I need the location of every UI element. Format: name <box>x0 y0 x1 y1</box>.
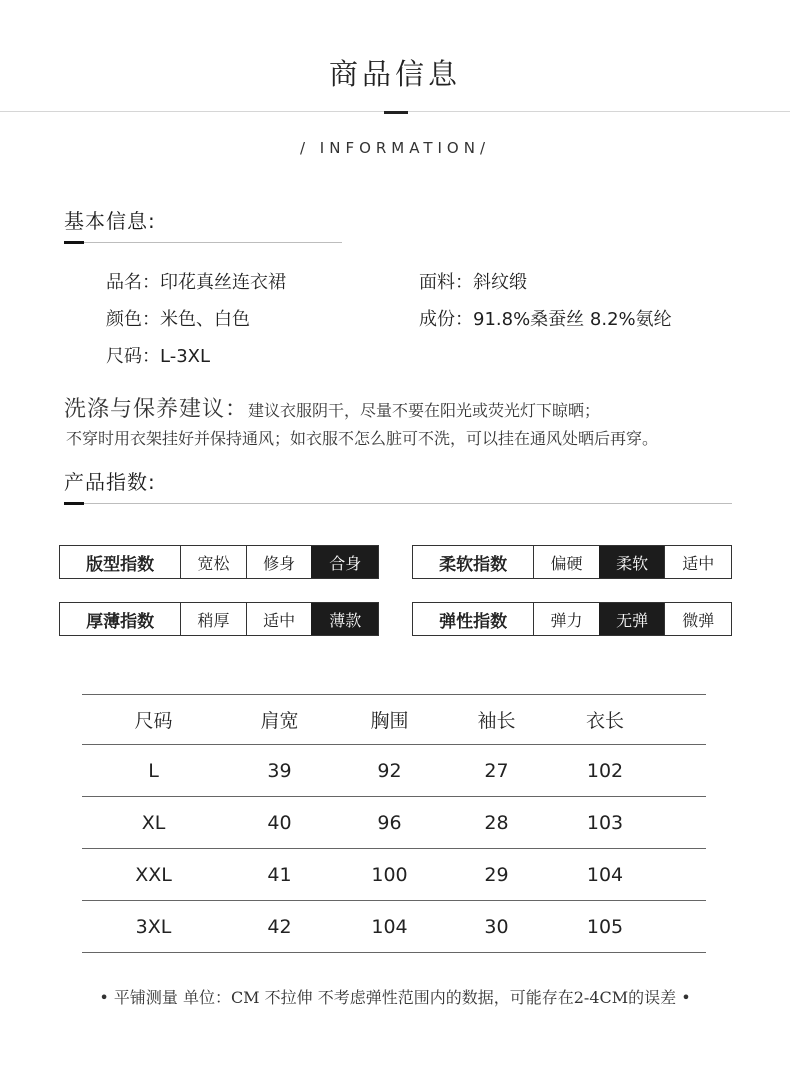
softness-option-stiff: 偏硬 <box>533 546 599 578</box>
care-advice-line-2: 不穿时用衣架挂好并保持通风；如衣服不怎么脏可不洗，可以挂在通风处晒后再穿。 <box>66 429 659 448</box>
softness-index-label: 柔软指数 <box>439 554 508 575</box>
table-row <box>82 849 706 901</box>
fit-index-label: 版型指数 <box>86 554 155 575</box>
product-name-label: 品名： <box>106 272 160 293</box>
cell-chest: 92 <box>377 759 402 782</box>
header-spacer <box>662 695 706 745</box>
color-label: 颜色： <box>106 309 160 330</box>
cell-sleeve: 28 <box>484 811 509 834</box>
size-table <box>82 694 706 953</box>
cell-chest: 104 <box>371 915 408 938</box>
size-range-row <box>106 342 210 368</box>
header-chest: 胸围 <box>370 710 409 732</box>
cell-size: L <box>148 759 159 782</box>
care-advice-line-1 <box>64 392 600 423</box>
indices-divider <box>64 503 732 504</box>
thickness-index-label: 厚薄指数 <box>86 611 155 632</box>
cell-chest: 96 <box>377 811 402 834</box>
elasticity-index-label: 弹性指数 <box>439 611 508 632</box>
basic-info-dash <box>64 241 84 244</box>
softness-option-medium: 适中 <box>664 546 731 578</box>
header-shoulder: 肩宽 <box>260 710 299 732</box>
table-row <box>82 745 706 797</box>
cell-shoulder: 42 <box>267 915 292 938</box>
cell-size: XL <box>141 811 166 834</box>
cell-size: XXL <box>135 863 172 886</box>
fit-option-regular: 合身 <box>311 546 378 578</box>
cell-size: 3XL <box>135 915 172 938</box>
elasticity-option-slight: 微弹 <box>664 603 731 635</box>
composition-label: 成份： <box>419 309 473 330</box>
indices-heading: 产品指数: <box>64 470 156 494</box>
elasticity-option-none: 无弹 <box>599 603 665 635</box>
measurement-note: • 平铺测量 单位：CM 不拉伸 不考虑弹性范围内的数据，可能存在2-4CM的误差 • <box>99 988 691 1007</box>
size-range-label: 尺码： <box>106 346 160 367</box>
product-name-value: 印花真丝连衣裙 <box>160 272 286 293</box>
table-row <box>82 901 706 953</box>
fit-index <box>59 545 379 579</box>
color-row <box>106 305 250 331</box>
cell-length: 103 <box>586 811 624 834</box>
cell-length: 104 <box>586 863 624 886</box>
cell-sleeve: 29 <box>484 863 509 886</box>
product-name-row <box>106 268 286 294</box>
cell-shoulder: 40 <box>267 811 292 834</box>
page-subtitle: / INFORMATION/ <box>299 139 491 157</box>
basic-info-heading: 基本信息: <box>64 209 156 233</box>
cell-chest: 100 <box>371 863 408 886</box>
size-table-header <box>82 695 706 745</box>
elasticity-index <box>412 602 732 636</box>
cell-shoulder: 41 <box>267 863 292 886</box>
table-row <box>82 797 706 849</box>
thickness-index <box>59 602 379 636</box>
softness-option-soft: 柔软 <box>599 546 665 578</box>
elasticity-option-stretch: 弹力 <box>533 603 599 635</box>
fabric-row <box>419 268 527 294</box>
title-accent-dash <box>384 111 408 114</box>
basic-info-divider <box>64 242 342 243</box>
cell-shoulder: 39 <box>267 759 292 782</box>
header-sleeve: 袖长 <box>477 710 516 732</box>
care-heading: 洗涤与保养建议： <box>64 397 249 422</box>
cell-length: 105 <box>586 915 624 938</box>
composition-row <box>419 305 672 331</box>
composition-value: 91.8%桑蚕丝 8.2%氨纶 <box>473 309 672 330</box>
cell-length: 102 <box>586 759 624 782</box>
care-text-1: 建议衣服阴干，尽量不要在阳光或荧光灯下晾晒； <box>248 401 601 420</box>
header-size: 尺码 <box>134 710 173 732</box>
color-value: 米色、白色 <box>160 309 250 330</box>
softness-index <box>412 545 732 579</box>
page-title: 商品信息 <box>328 57 461 91</box>
thickness-option-thick: 稍厚 <box>180 603 246 635</box>
fit-option-loose: 宽松 <box>180 546 246 578</box>
header-length: 衣长 <box>585 710 624 732</box>
cell-sleeve: 30 <box>484 915 509 938</box>
fabric-label: 面料： <box>419 272 473 293</box>
thickness-option-thin: 薄款 <box>311 603 378 635</box>
fabric-value: 斜纹缎 <box>473 272 527 293</box>
thickness-option-medium: 适中 <box>246 603 312 635</box>
fit-option-slim: 修身 <box>246 546 312 578</box>
cell-sleeve: 27 <box>484 759 509 782</box>
size-range-value: L-3XL <box>160 346 211 367</box>
indices-dash <box>64 502 84 505</box>
